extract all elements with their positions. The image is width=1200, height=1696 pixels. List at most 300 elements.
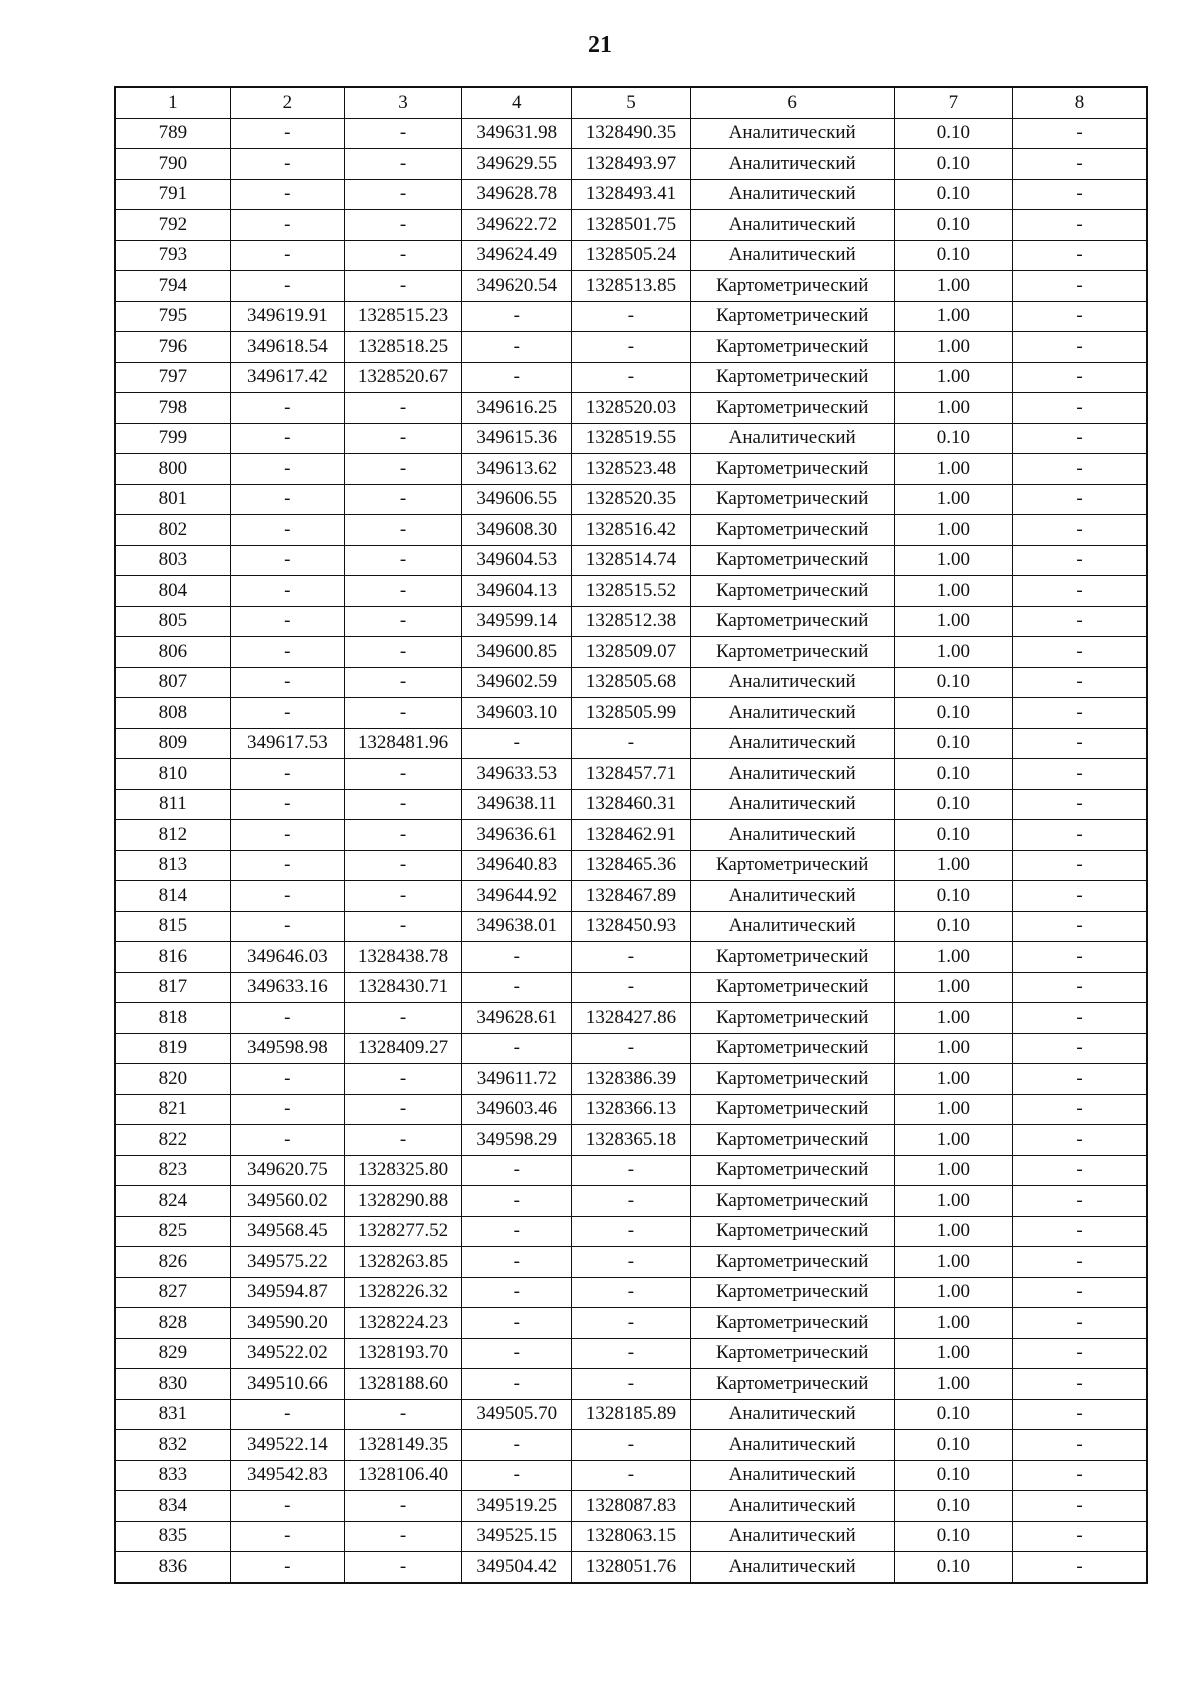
table-cell: 1328325.80 xyxy=(344,1155,461,1186)
table-cell: 349590.20 xyxy=(230,1308,344,1339)
table-cell: Аналитический xyxy=(690,210,894,241)
table-cell: Аналитический xyxy=(690,149,894,180)
table-cell: 1328519.55 xyxy=(572,423,690,454)
table-cell: 0.10 xyxy=(894,728,1012,759)
table-cell: Картометрический xyxy=(690,1155,894,1186)
table-cell: Картометрический xyxy=(690,271,894,302)
table-cell: 1328087.83 xyxy=(572,1491,690,1522)
table-row xyxy=(115,1094,1147,1125)
table-cell: Картометрический xyxy=(690,332,894,363)
table-cell: 1.00 xyxy=(894,301,1012,332)
table-cell: - xyxy=(1013,576,1148,607)
table-cell: 1328493.97 xyxy=(572,149,690,180)
table-cell: Картометрический xyxy=(690,850,894,881)
table-cell: 0.10 xyxy=(894,911,1012,942)
table-cell: 1.00 xyxy=(894,1003,1012,1034)
column-header-3: 3 xyxy=(344,87,461,118)
table-cell: Картометрический xyxy=(690,637,894,668)
table-cell: 1328505.24 xyxy=(572,240,690,271)
table-cell: 349619.91 xyxy=(230,301,344,332)
table-header-row xyxy=(115,87,1147,118)
table-cell: 1328290.88 xyxy=(344,1186,461,1217)
table-cell: Аналитический xyxy=(690,698,894,729)
table-cell: - xyxy=(230,1094,344,1125)
table-cell: - xyxy=(1013,515,1148,546)
table-cell: - xyxy=(230,454,344,485)
table-cell: 1328430.71 xyxy=(344,972,461,1003)
table-cell: 349575.22 xyxy=(230,1247,344,1278)
table-cell: - xyxy=(230,820,344,851)
table-row xyxy=(115,1369,1147,1400)
table-cell: 821 xyxy=(115,1094,230,1125)
table-cell: 1328051.76 xyxy=(572,1552,690,1583)
table-cell: Аналитический xyxy=(690,179,894,210)
column-header-7: 7 xyxy=(894,87,1012,118)
table-cell: - xyxy=(344,210,461,241)
table-cell: 1.00 xyxy=(894,942,1012,973)
table-cell: - xyxy=(462,1338,572,1369)
table-cell: - xyxy=(344,606,461,637)
table-cell: - xyxy=(230,576,344,607)
table-cell: Картометрический xyxy=(690,606,894,637)
table-cell: - xyxy=(230,118,344,149)
table-cell: - xyxy=(230,179,344,210)
table-cell: 815 xyxy=(115,911,230,942)
table-cell: 349620.75 xyxy=(230,1155,344,1186)
table-cell: 1.00 xyxy=(894,1094,1012,1125)
table-row xyxy=(115,423,1147,454)
table-cell: 1.00 xyxy=(894,1308,1012,1339)
table-row xyxy=(115,1064,1147,1095)
table-cell: 349624.49 xyxy=(462,240,572,271)
table-cell: Картометрический xyxy=(690,454,894,485)
table-row xyxy=(115,972,1147,1003)
table-cell: 1328516.42 xyxy=(572,515,690,546)
table-cell: - xyxy=(230,393,344,424)
table-cell: - xyxy=(230,210,344,241)
table-row xyxy=(115,515,1147,546)
table-cell: - xyxy=(344,576,461,607)
table-cell: - xyxy=(230,545,344,576)
table-cell: 349510.66 xyxy=(230,1369,344,1400)
table-cell: 836 xyxy=(115,1552,230,1583)
table-cell: - xyxy=(230,484,344,515)
table-cell: 349617.53 xyxy=(230,728,344,759)
table-cell: Аналитический xyxy=(690,1399,894,1430)
table-cell: 349638.11 xyxy=(462,789,572,820)
table-cell: 1.00 xyxy=(894,1338,1012,1369)
table-row xyxy=(115,362,1147,393)
table-cell: 0.10 xyxy=(894,1491,1012,1522)
table-cell: - xyxy=(230,271,344,302)
table-row xyxy=(115,1491,1147,1522)
table-row xyxy=(115,667,1147,698)
table-cell: 1.00 xyxy=(894,576,1012,607)
table-cell: Аналитический xyxy=(690,1521,894,1552)
table-row xyxy=(115,606,1147,637)
table-cell: 1.00 xyxy=(894,1247,1012,1278)
table-cell: 798 xyxy=(115,393,230,424)
table-cell: - xyxy=(1013,149,1148,180)
table-cell: 0.10 xyxy=(894,179,1012,210)
table-cell: - xyxy=(1013,1491,1148,1522)
table-cell: 1328386.39 xyxy=(572,1064,690,1095)
table-row xyxy=(115,698,1147,729)
table-cell: 835 xyxy=(115,1521,230,1552)
table-cell: 0.10 xyxy=(894,789,1012,820)
table-cell: - xyxy=(572,728,690,759)
table-cell: - xyxy=(572,1338,690,1369)
table-cell: - xyxy=(1013,271,1148,302)
table-row xyxy=(115,911,1147,942)
table-cell: Аналитический xyxy=(690,1552,894,1583)
table-row xyxy=(115,1399,1147,1430)
table-cell: Картометрический xyxy=(690,1033,894,1064)
table-cell: - xyxy=(344,1125,461,1156)
table-cell: 349640.83 xyxy=(462,850,572,881)
table-cell: 349631.98 xyxy=(462,118,572,149)
table-cell: 1328365.18 xyxy=(572,1125,690,1156)
table-cell: 818 xyxy=(115,1003,230,1034)
table-cell: Картометрический xyxy=(690,362,894,393)
table-cell: 349604.13 xyxy=(462,576,572,607)
table-cell: - xyxy=(1013,820,1148,851)
table-cell: 1.00 xyxy=(894,332,1012,363)
table-cell: 1.00 xyxy=(894,606,1012,637)
table-cell: 1328514.74 xyxy=(572,545,690,576)
table-cell: 802 xyxy=(115,515,230,546)
table-cell: 1328462.91 xyxy=(572,820,690,851)
table-cell: 1328185.89 xyxy=(572,1399,690,1430)
table-cell: 349505.70 xyxy=(462,1399,572,1430)
table-cell: 349504.42 xyxy=(462,1552,572,1583)
table-cell: 1.00 xyxy=(894,484,1012,515)
table-cell: 1328457.71 xyxy=(572,759,690,790)
table-cell: 828 xyxy=(115,1308,230,1339)
table-cell: 349602.59 xyxy=(462,667,572,698)
column-header-4: 4 xyxy=(462,87,572,118)
table-cell: 1328193.70 xyxy=(344,1338,461,1369)
table-cell: - xyxy=(572,1430,690,1461)
table-cell: - xyxy=(1013,1216,1148,1247)
table-cell: - xyxy=(1013,1277,1148,1308)
table-cell: - xyxy=(572,1216,690,1247)
table-cell: - xyxy=(230,667,344,698)
table-cell: - xyxy=(572,1277,690,1308)
table-cell: 349633.16 xyxy=(230,972,344,1003)
table-cell: 0.10 xyxy=(894,1521,1012,1552)
table-cell: - xyxy=(1013,881,1148,912)
table-cell: 349598.98 xyxy=(230,1033,344,1064)
table-cell: - xyxy=(230,515,344,546)
table-cell: 825 xyxy=(115,1216,230,1247)
table-cell: Картометрический xyxy=(690,972,894,1003)
table-cell: - xyxy=(344,545,461,576)
table-cell: 0.10 xyxy=(894,210,1012,241)
table-cell: 349568.45 xyxy=(230,1216,344,1247)
table-row xyxy=(115,1125,1147,1156)
table-cell: 1.00 xyxy=(894,1033,1012,1064)
table-cell: Картометрический xyxy=(690,1369,894,1400)
table-cell: Аналитический xyxy=(690,759,894,790)
table-cell: 349606.55 xyxy=(462,484,572,515)
table-cell: 1.00 xyxy=(894,1216,1012,1247)
table-cell: 796 xyxy=(115,332,230,363)
table-cell: 791 xyxy=(115,179,230,210)
table-cell: 814 xyxy=(115,881,230,912)
table-row xyxy=(115,881,1147,912)
table-cell: - xyxy=(1013,1521,1148,1552)
table-cell: - xyxy=(344,118,461,149)
table-row xyxy=(115,1277,1147,1308)
table-cell: - xyxy=(1013,1369,1148,1400)
table-cell: 801 xyxy=(115,484,230,515)
table-cell: 1.00 xyxy=(894,850,1012,881)
table-cell: 349525.15 xyxy=(462,1521,572,1552)
table-cell: 1328513.85 xyxy=(572,271,690,302)
table-row xyxy=(115,301,1147,332)
table-cell: - xyxy=(462,972,572,1003)
table-cell: Картометрический xyxy=(690,1308,894,1339)
table-cell: Картометрический xyxy=(690,301,894,332)
table-cell: 824 xyxy=(115,1186,230,1217)
table-row xyxy=(115,1247,1147,1278)
table-row xyxy=(115,1552,1147,1583)
table-cell: Картометрический xyxy=(690,1186,894,1217)
table-cell: - xyxy=(1013,1552,1148,1583)
table-row xyxy=(115,942,1147,973)
table-row xyxy=(115,210,1147,241)
table-cell: 827 xyxy=(115,1277,230,1308)
table-cell: - xyxy=(1013,1247,1148,1278)
table-cell: Картометрический xyxy=(690,1338,894,1369)
table-cell: 1.00 xyxy=(894,1125,1012,1156)
table-cell: - xyxy=(1013,454,1148,485)
table-cell: - xyxy=(344,423,461,454)
table-cell: 349646.03 xyxy=(230,942,344,973)
table-cell: - xyxy=(1013,240,1148,271)
table-cell: - xyxy=(462,942,572,973)
table-cell: 800 xyxy=(115,454,230,485)
table-cell: 0.10 xyxy=(894,1552,1012,1583)
table-cell: - xyxy=(230,698,344,729)
table-cell: Картометрический xyxy=(690,1125,894,1156)
table-cell: - xyxy=(230,423,344,454)
table-cell: 1328263.85 xyxy=(344,1247,461,1278)
table-cell: - xyxy=(230,1064,344,1095)
table-cell: 1.00 xyxy=(894,271,1012,302)
table-cell: Аналитический xyxy=(690,911,894,942)
table-cell: - xyxy=(462,1460,572,1491)
table-cell: - xyxy=(1013,1125,1148,1156)
table-cell: - xyxy=(462,1155,572,1186)
table-cell: - xyxy=(230,1399,344,1430)
table-row xyxy=(115,1460,1147,1491)
table-cell: - xyxy=(344,698,461,729)
table-cell: - xyxy=(1013,972,1148,1003)
table-cell: 349615.36 xyxy=(462,423,572,454)
table-cell: - xyxy=(1013,698,1148,729)
table-cell: - xyxy=(1013,332,1148,363)
table-cell: - xyxy=(1013,1033,1148,1064)
table-cell: - xyxy=(344,484,461,515)
table-cell: 1328149.35 xyxy=(344,1430,461,1461)
table-cell: - xyxy=(572,362,690,393)
table-row xyxy=(115,454,1147,485)
table-cell: 812 xyxy=(115,820,230,851)
table-cell: - xyxy=(572,1308,690,1339)
table-cell: 349636.61 xyxy=(462,820,572,851)
table-cell: 799 xyxy=(115,423,230,454)
table-cell: 349598.29 xyxy=(462,1125,572,1156)
table-cell: - xyxy=(230,850,344,881)
table-cell: 795 xyxy=(115,301,230,332)
table-cell: - xyxy=(1013,1094,1148,1125)
table-cell: 1.00 xyxy=(894,454,1012,485)
table-cell: 349603.46 xyxy=(462,1094,572,1125)
table-cell: - xyxy=(344,881,461,912)
table-cell: 349603.10 xyxy=(462,698,572,729)
table-cell: 1328465.36 xyxy=(572,850,690,881)
table-cell: 1328515.23 xyxy=(344,301,461,332)
table-cell: 1328366.13 xyxy=(572,1094,690,1125)
table-cell: - xyxy=(572,1155,690,1186)
table-cell: 0.10 xyxy=(894,149,1012,180)
table-row xyxy=(115,149,1147,180)
table-cell: Аналитический xyxy=(690,667,894,698)
table-cell: - xyxy=(344,667,461,698)
table-cell: 0.10 xyxy=(894,820,1012,851)
table-cell: - xyxy=(572,1033,690,1064)
table-cell: - xyxy=(344,789,461,820)
table-cell: Аналитический xyxy=(690,1491,894,1522)
table-cell: 349629.55 xyxy=(462,149,572,180)
table-cell: - xyxy=(344,1521,461,1552)
table-cell: - xyxy=(344,911,461,942)
table-cell: Картометрический xyxy=(690,942,894,973)
table-cell: 792 xyxy=(115,210,230,241)
table-cell: - xyxy=(462,1216,572,1247)
table-cell: Аналитический xyxy=(690,240,894,271)
table-cell: - xyxy=(462,362,572,393)
table-cell: - xyxy=(1013,1460,1148,1491)
table-cell: - xyxy=(1013,484,1148,515)
table-cell: 1328515.52 xyxy=(572,576,690,607)
table-cell: - xyxy=(1013,1399,1148,1430)
table-cell: Аналитический xyxy=(690,881,894,912)
table-cell: - xyxy=(230,789,344,820)
table-cell: Картометрический xyxy=(690,1064,894,1095)
table-cell: 349613.62 xyxy=(462,454,572,485)
table-row xyxy=(115,1155,1147,1186)
table-cell: 349620.54 xyxy=(462,271,572,302)
table-row xyxy=(115,240,1147,271)
table-cell: - xyxy=(572,972,690,1003)
table-cell: 1328520.03 xyxy=(572,393,690,424)
table-cell: 816 xyxy=(115,942,230,973)
table-cell: - xyxy=(230,881,344,912)
table-cell: 349608.30 xyxy=(462,515,572,546)
table-cell: - xyxy=(572,1247,690,1278)
table-cell: 1328063.15 xyxy=(572,1521,690,1552)
table-cell: - xyxy=(344,454,461,485)
table-cell: - xyxy=(462,1033,572,1064)
table-cell: 1328450.93 xyxy=(572,911,690,942)
table-cell: 1328509.07 xyxy=(572,637,690,668)
table-cell: - xyxy=(1013,118,1148,149)
table-cell: - xyxy=(1013,545,1148,576)
table-cell: 349522.14 xyxy=(230,1430,344,1461)
table-cell: Картометрический xyxy=(690,484,894,515)
coordinates-table xyxy=(114,86,1148,1584)
table-cell: 822 xyxy=(115,1125,230,1156)
table-cell: 349628.61 xyxy=(462,1003,572,1034)
table-cell: 349628.78 xyxy=(462,179,572,210)
table-cell: 349600.85 xyxy=(462,637,572,668)
table-cell: - xyxy=(230,1003,344,1034)
table-cell: - xyxy=(230,606,344,637)
table-row xyxy=(115,759,1147,790)
table-cell: 1.00 xyxy=(894,1064,1012,1095)
table-cell: 1328277.52 xyxy=(344,1216,461,1247)
table-cell: 834 xyxy=(115,1491,230,1522)
table-cell: 831 xyxy=(115,1399,230,1430)
table-row xyxy=(115,179,1147,210)
column-header-6: 6 xyxy=(690,87,894,118)
table-cell: 819 xyxy=(115,1033,230,1064)
table-cell: 1328460.31 xyxy=(572,789,690,820)
table-cell: - xyxy=(230,240,344,271)
table-cell: 803 xyxy=(115,545,230,576)
table-row xyxy=(115,1003,1147,1034)
table-cell: 833 xyxy=(115,1460,230,1491)
table-cell: 1.00 xyxy=(894,362,1012,393)
table-row xyxy=(115,118,1147,149)
table-cell: 349618.54 xyxy=(230,332,344,363)
table-cell: - xyxy=(1013,301,1148,332)
table-cell: 1328520.35 xyxy=(572,484,690,515)
table-body xyxy=(115,118,1147,1583)
table-cell: 820 xyxy=(115,1064,230,1095)
table-cell: - xyxy=(230,637,344,668)
column-header-2: 2 xyxy=(230,87,344,118)
table-cell: 349644.92 xyxy=(462,881,572,912)
table-row xyxy=(115,637,1147,668)
table-cell: 1328409.27 xyxy=(344,1033,461,1064)
table-cell: - xyxy=(344,1003,461,1034)
table-cell: - xyxy=(1013,393,1148,424)
table-cell: - xyxy=(1013,210,1148,241)
table-row xyxy=(115,789,1147,820)
table-cell: - xyxy=(230,1521,344,1552)
table-cell: - xyxy=(1013,423,1148,454)
table-cell: 1.00 xyxy=(894,637,1012,668)
table-cell: - xyxy=(462,301,572,332)
table-cell: - xyxy=(344,515,461,546)
table-cell: 1.00 xyxy=(894,545,1012,576)
table-row xyxy=(115,576,1147,607)
table-cell: Картометрический xyxy=(690,1094,894,1125)
table-cell: - xyxy=(1013,789,1148,820)
table-cell: - xyxy=(462,1308,572,1339)
table-row xyxy=(115,1033,1147,1064)
column-header-1: 1 xyxy=(115,87,230,118)
table-cell: - xyxy=(462,1247,572,1278)
table-cell: 349616.25 xyxy=(462,393,572,424)
table-cell: - xyxy=(1013,911,1148,942)
table-cell: - xyxy=(1013,1064,1148,1095)
table-cell: - xyxy=(344,820,461,851)
